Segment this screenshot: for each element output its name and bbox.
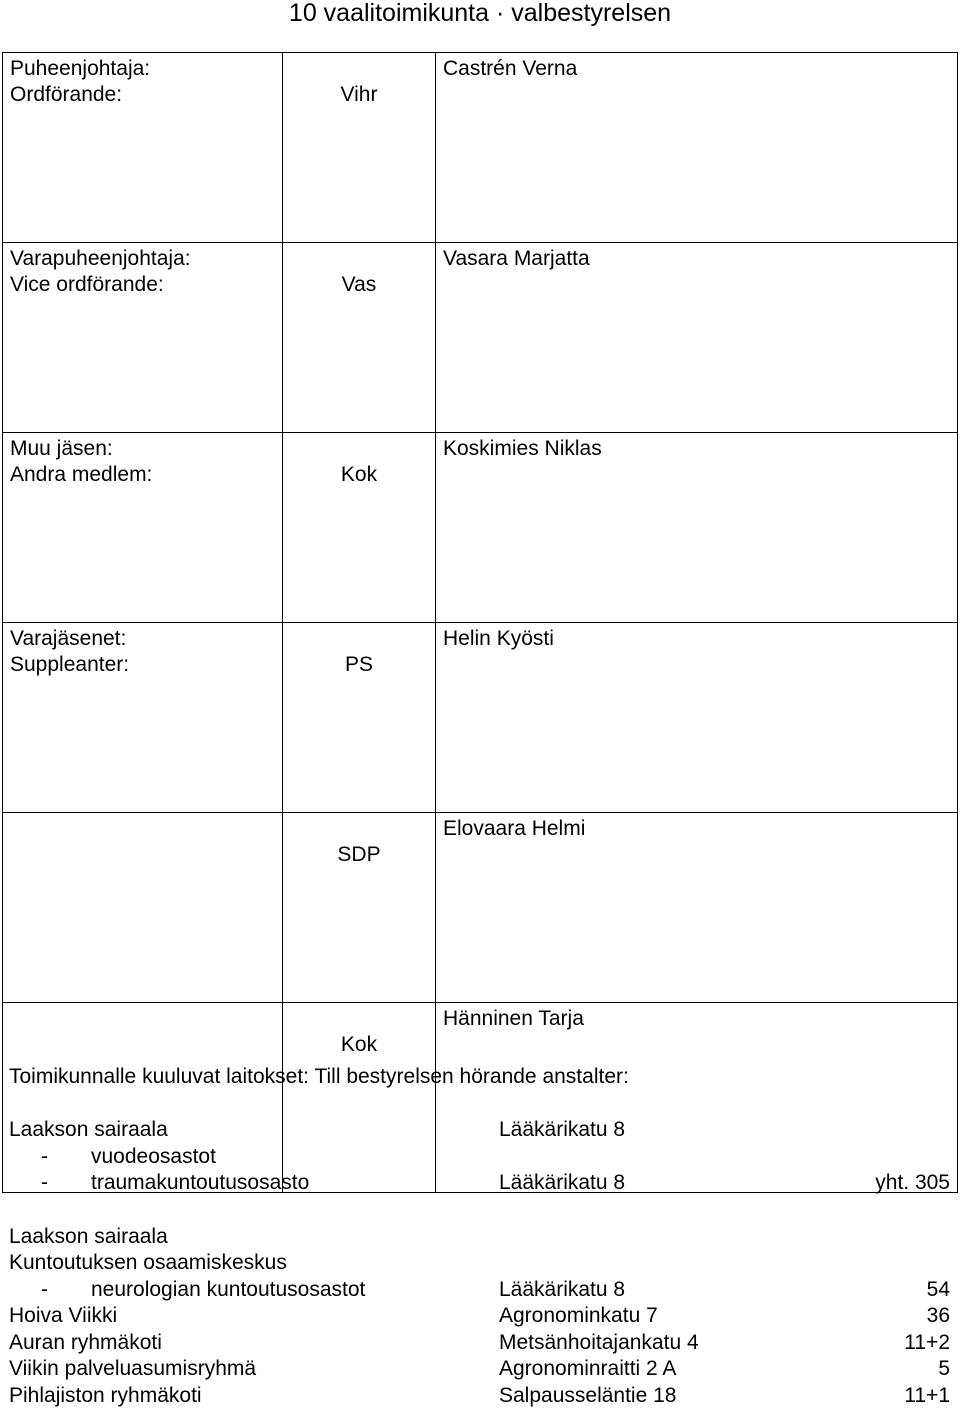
institution-row [9,1356,950,1383]
party-cell: Vihr [283,53,436,243]
party-cell: SDP [283,813,436,1003]
institution-name-wrap [9,1277,365,1303]
board-row [3,433,958,623]
institution-row [9,1277,950,1304]
institution-name: vuodeosastot [91,1144,216,1168]
board-row [3,243,958,433]
role-label: Andra medlem: [10,463,153,486]
institution-address: Lääkärikatu 8 [499,1277,626,1301]
institution-name: Pihlajiston ryhmäkoti [9,1383,202,1407]
party-cell: PS [283,623,436,813]
bed-count: 5 [938,1357,950,1380]
institutions-heading: Toimikunnalle kuuluvat laitokset: Till bestyrelsen hörande anstalter: [9,1065,629,1088]
list-dash: - [41,1144,48,1168]
institution-row [9,1303,950,1330]
party-cell: Kok [283,1003,436,1193]
role-cell [3,433,283,623]
institution-row [9,1330,950,1357]
member-name-cell: Koskimies Niklas [436,433,958,623]
member-name-cell: Vasara Marjatta [436,243,958,433]
institution-name-wrap [9,1117,168,1143]
bed-count: 11+1 [904,1383,950,1407]
board-row [3,53,958,243]
institution-name: Laakson sairaala [9,1118,168,1141]
list-dash: - [41,1277,48,1301]
institution-name-wrap [9,1383,202,1409]
institution-row [9,1224,950,1251]
role-label: Varajäsenet: [10,627,127,650]
institution-name: neurologian kuntoutusosastot [91,1277,366,1301]
institutions-group-1 [9,1117,950,1197]
role-label: Puheenjohtaja: [10,57,151,80]
member-name-cell: Castrén Verna [436,53,958,243]
bed-count: yht. 305 [875,1171,950,1194]
institution-name-wrap [9,1303,117,1329]
institution-name: Laakson sairaala [9,1224,168,1248]
role-label: Ordförande: [10,83,123,106]
member-name-cell: Hänninen Tarja [436,1003,958,1193]
bed-count: 54 [926,1277,950,1301]
institution-name-wrap [9,1224,168,1250]
institution-row [9,1170,950,1197]
institution-row [9,1250,950,1277]
institution-name-wrap [9,1170,309,1196]
institution-name-wrap [9,1144,216,1170]
institution-name: Hoiva Viikki [9,1304,118,1327]
institution-row [9,1117,950,1144]
institution-address: Lääkärikatu 8 [499,1118,626,1141]
role-cell [3,53,283,243]
institution-name: Viikin palveluasumisryhmä [9,1357,257,1380]
institution-name-wrap [9,1250,287,1276]
page-title: 10 vaalitoimikunta · valbestyrelsen [288,0,672,27]
board-row [3,813,958,1003]
institution-name: traumakuntoutusosasto [91,1171,310,1194]
role-label: Suppleanter: [10,653,130,676]
bed-count: 36 [926,1304,950,1327]
role-cell [3,243,283,433]
institutions-list [9,1117,950,1409]
institution-name: Auran ryhmäkoti [9,1330,162,1354]
role-label: Muu jäsen: [10,437,113,460]
institution-address: Agronominraitti 2 A [499,1357,677,1380]
role-cell [3,623,283,813]
institution-address: Metsänhoitajankatu 4 [499,1330,699,1354]
institution-name-wrap [9,1356,256,1382]
board-members-table [2,52,958,1193]
institution-address: Lääkärikatu 8 [499,1171,626,1194]
member-name-cell: Elovaara Helmi [436,813,958,1003]
role-label: Vice ordförande: [10,273,164,296]
institutions-group-2 [9,1224,950,1410]
board-row [3,623,958,813]
party-cell: Kok [283,433,436,623]
role-label: Varapuheenjohtaja: [10,247,191,270]
role-cell [3,813,283,1003]
institution-name: Kuntoutuksen osaamiskeskus [9,1251,287,1274]
list-dash: - [41,1171,48,1194]
institution-row [9,1144,950,1171]
party-cell: Vas [283,243,436,433]
bed-count: 11+2 [904,1330,950,1354]
member-name-cell: Helin Kyösti [436,623,958,813]
institution-address: Agronominkatu 7 [499,1304,658,1327]
institution-name-wrap [9,1330,162,1356]
institution-address: Salpausseläntie 18 [499,1383,677,1407]
institution-row [9,1383,950,1410]
